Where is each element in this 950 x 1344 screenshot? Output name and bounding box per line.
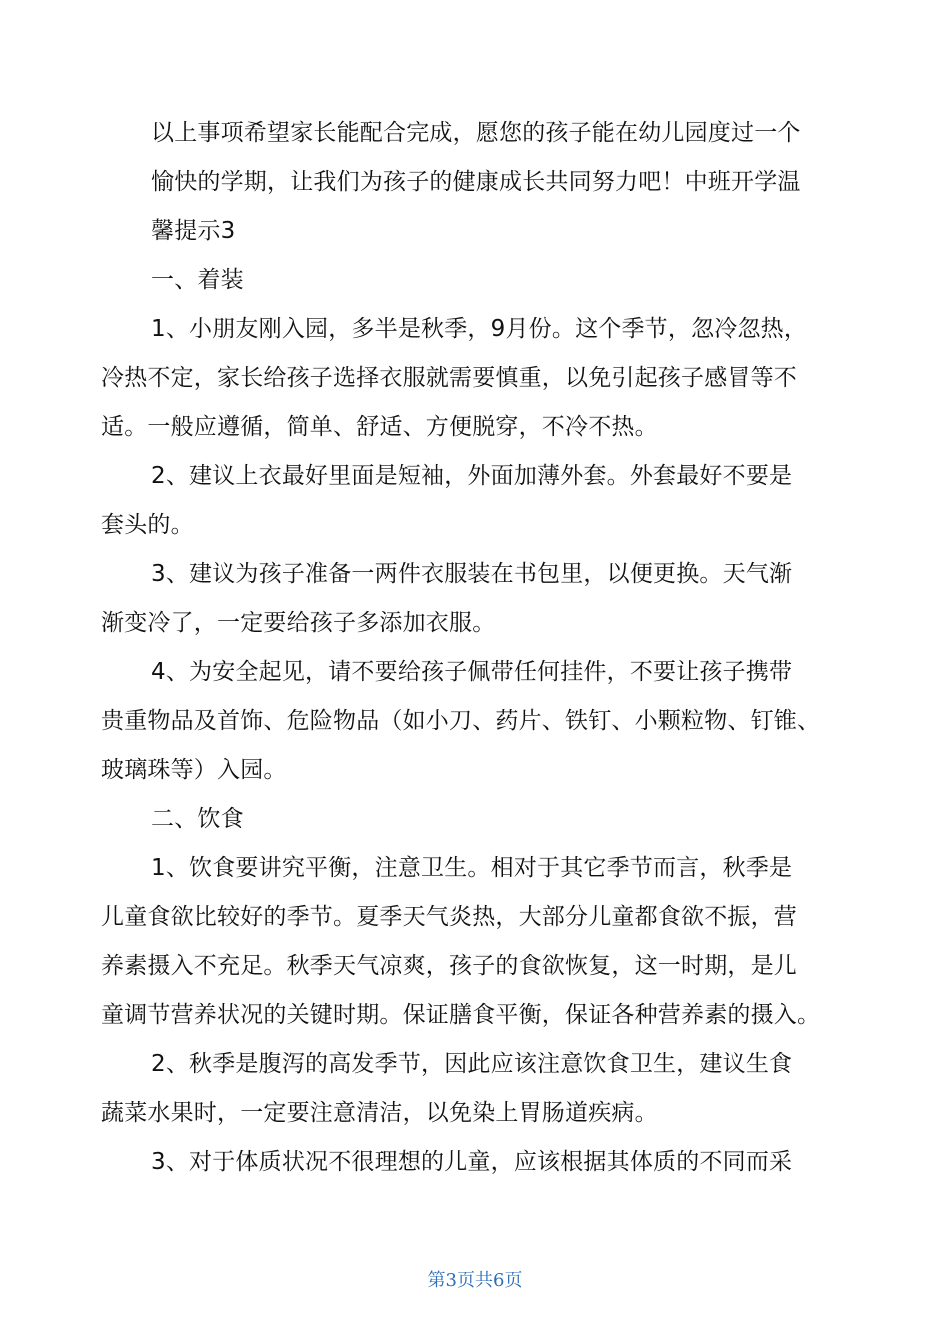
text-line: 2、建议上衣最好里面是短袖，外面加薄外套。外套最好不要是 [151,463,793,489]
text-line: 蔬菜水果时，一定要注意清洁，以免染上胃肠道疾病。 [101,1100,658,1126]
text-line: 适。一般应遵循，简单、舒适、方便脱穿，不冷不热。 [101,414,658,440]
text-line: 养素摄入不充足。秋季天气凉爽，孩子的食欲恢复，这一时期，是儿 [101,953,797,979]
page-number-footer: 第3页共6页 [427,1270,523,1291]
text-line: 3、对于体质状况不很理想的儿童，应该根据其体质的不同而采 [151,1149,793,1175]
text-line: 馨提示3 [151,218,236,244]
text-line: 套头的。 [101,512,194,538]
text-line: 儿童食欲比较好的季节。夏季天气炎热，大部分儿童都食欲不振，营 [101,904,797,930]
section-heading: 一、着装 [151,267,244,293]
text-line: 2、秋季是腹泻的高发季节，因此应该注意饮食卫生，建议生食 [151,1051,793,1077]
text-line: 渐变冷了，一定要给孩子多添加衣服。 [101,610,496,636]
text-line: 以上事项希望家长能配合完成，愿您的孩子能在幼儿园度过一个 [151,120,801,146]
text-line: 1、小朋友刚入园，多半是秋季，9月份。这个季节，忽冷忽热， [151,316,808,342]
text-line: 愉快的学期，让我们为孩子的健康成长共同努力吧！中班开学温 [151,169,801,195]
section-heading: 二、饮食 [151,806,244,832]
document-body [101,109,845,1187]
text-line: 玻璃珠等）入园。 [101,757,287,783]
text-line: 贵重物品及首饰、危险物品（如小刀、药片、铁钉、小颗粒物、钉锥、 [101,708,821,734]
text-line: 3、建议为孩子准备一两件衣服装在书包里，以便更换。天气渐 [151,561,793,587]
text-line: 4、为安全起见，请不要给孩子佩带任何挂件，不要让孩子携带 [151,659,793,685]
text-line: 冷热不定，家长给孩子选择衣服就需要慎重，以免引起孩子感冒等不 [101,365,797,391]
text-line: 1、饮食要讲究平衡，注意卫生。相对于其它季节而言，秋季是 [151,855,793,881]
text-line: 童调节营养状况的关键时期。保证膳食平衡，保证各种营养素的摄入。 [101,1002,821,1028]
